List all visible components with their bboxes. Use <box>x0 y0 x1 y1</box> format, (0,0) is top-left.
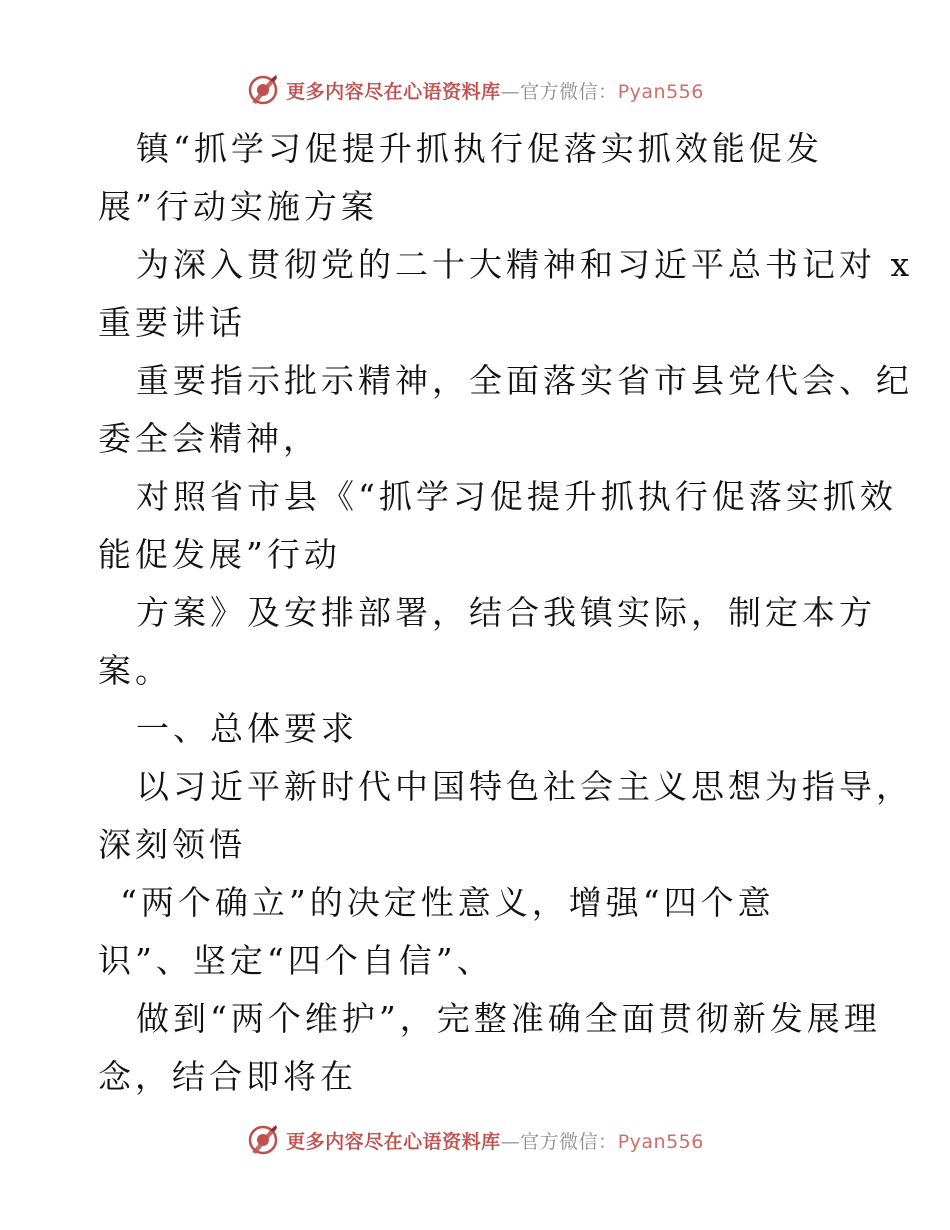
paragraph-line: 做到“两个维护”，完整准确全面贯彻新发展理 <box>136 999 881 1038</box>
paragraph-line: 委全会精神， <box>98 419 320 458</box>
footer-watermark <box>0 1120 950 1160</box>
paragraph-line: 重要讲话 <box>98 303 246 342</box>
paragraph-line: 能促发展”行动 <box>98 535 341 574</box>
paragraph-line: 深刻领悟 <box>98 825 246 864</box>
pen-logo-icon <box>246 1123 280 1157</box>
section-heading: 一、总体要求 <box>136 709 358 748</box>
title-line-2: 展”行动实施方案 <box>98 187 378 226</box>
header-watermark <box>0 70 950 110</box>
paragraph-line: “两个确立”的决定性意义，增强“四个意 <box>120 883 775 922</box>
paragraph-line: 对照省市县《“抓学习促提升抓执行促落实抓效 <box>136 477 897 516</box>
document-body <box>98 120 914 1106</box>
title-line-1: 镇“抓学习促提升抓执行促落实抓效能促发 <box>136 129 823 168</box>
paragraph-line: 识”、坚定“四个自信”、 <box>98 941 494 980</box>
paragraph-line: 为深入贯彻党的二十大精神和习近平总书记对 x <box>136 245 914 284</box>
paragraph-line: 念，结合即将在 <box>98 1057 357 1096</box>
paragraph-line: 案。 <box>98 651 172 690</box>
paragraph-line: 以习近平新时代中国特色社会主义思想为指导， <box>136 767 913 806</box>
watermark-text: 更多内容尽在心语资料库—官方微信：Pyan556 <box>286 80 704 103</box>
watermark-text: 更多内容尽在心语资料库—官方微信：Pyan556 <box>286 1130 704 1153</box>
pen-logo-icon <box>246 73 280 107</box>
paragraph-line: 方案》及安排部署，结合我镇实际，制定本方 <box>136 593 876 632</box>
paragraph-line: 重要指示批示精神，全面落实省市县党代会、纪 <box>136 361 913 400</box>
